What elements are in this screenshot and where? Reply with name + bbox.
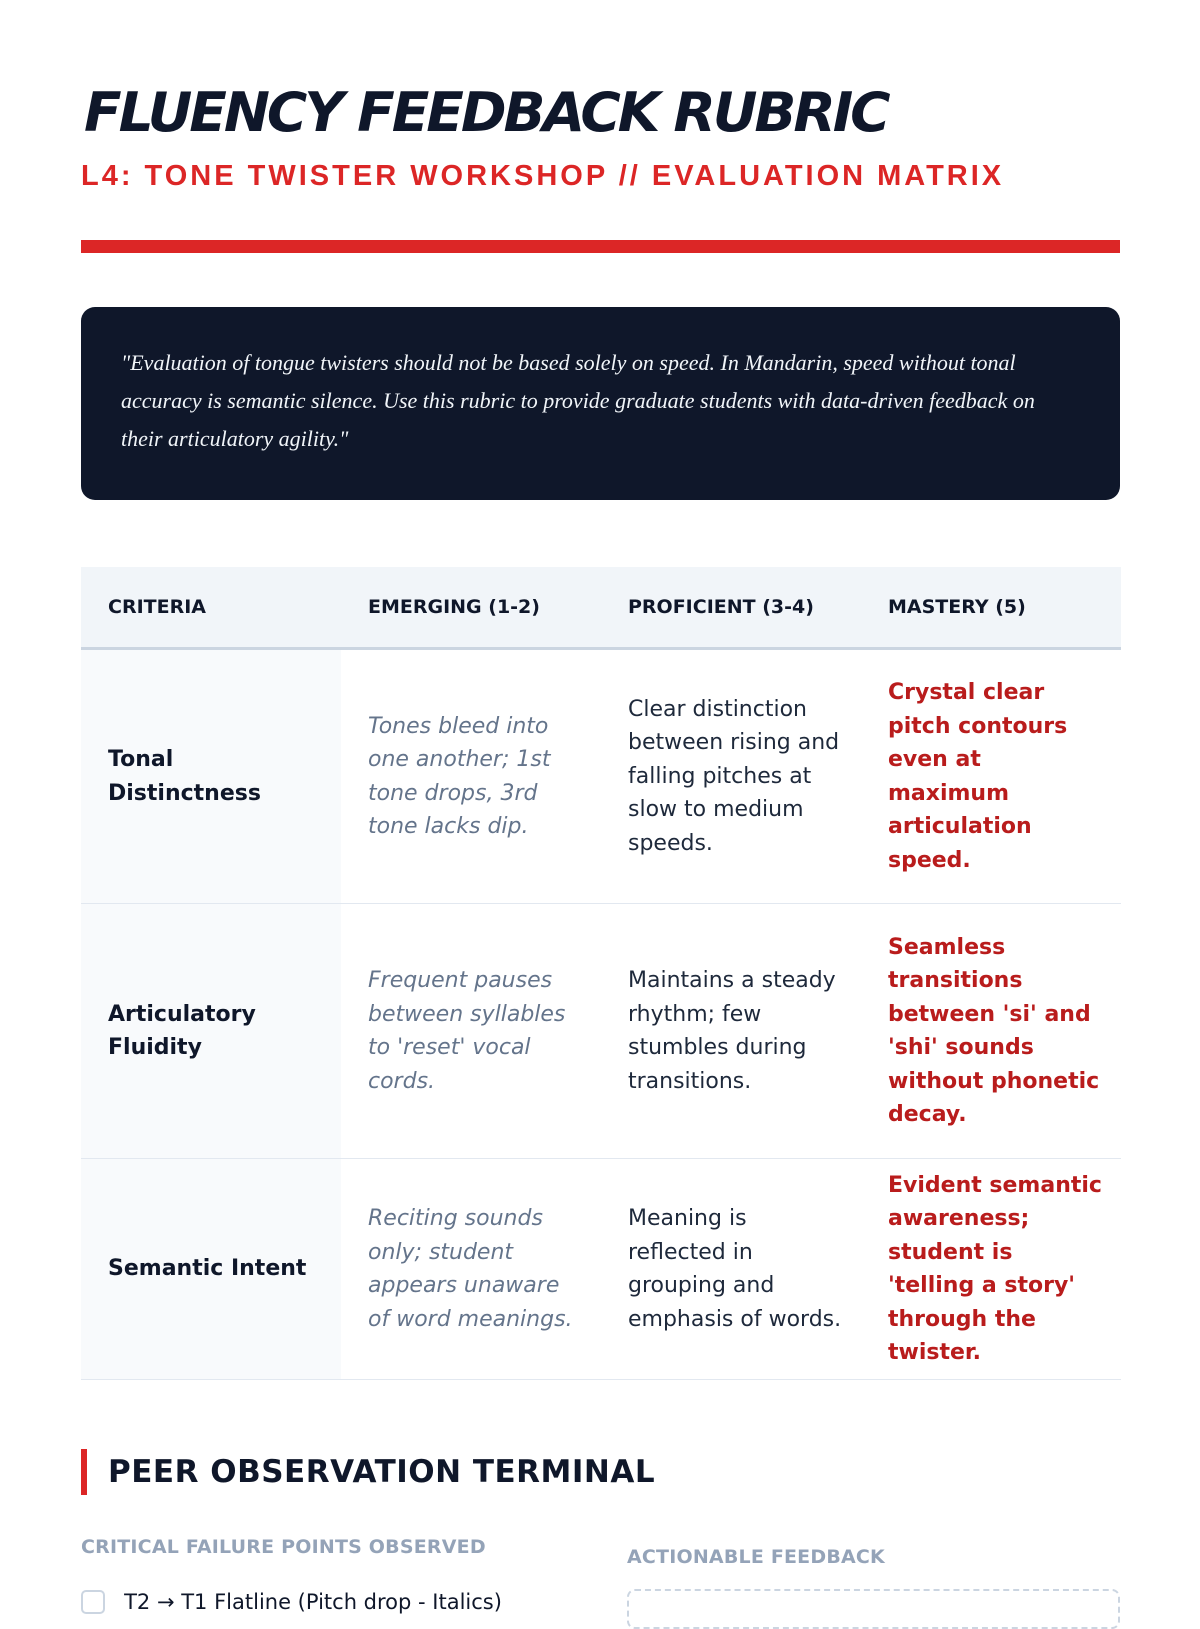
header-criteria: CRITERIA xyxy=(81,567,341,649)
page-title: FLUENCY FEEDBACK RUBRIC xyxy=(84,81,888,144)
table-row xyxy=(81,649,1121,904)
feedback-label: ACTIONABLE FEEDBACK xyxy=(627,1546,885,1568)
mastery-cell: Evident semantic awareness; student is 'telling a story' through the twister. xyxy=(861,1159,1121,1380)
mastery-cell: Crystal clear pitch contours even at maximum articulation speed. xyxy=(861,649,1121,904)
guidance-quote: "Evaluation of tongue twisters should not be based solely on speed. In Mandarin, speed without tonal accuracy is semantic silence. Use this rubric to provide graduate students with data-driven feedback on their articulatory agility." xyxy=(121,350,1035,451)
proficient-cell: Clear distinction between rising and falling pitches at slow to medium speeds. xyxy=(601,649,861,904)
emerging-cell: Tones bleed into one another; 1st tone drops, 3rd tone lacks dip. xyxy=(341,649,601,904)
emerging-cell: Reciting sounds only; student appears unaware of word meanings. xyxy=(341,1159,601,1380)
criteria-cell: Semantic Intent xyxy=(81,1159,341,1380)
guidance-quote-box xyxy=(81,307,1120,500)
header-proficient: PROFICIENT (3-4) xyxy=(601,567,861,649)
failure-checkbox-label: T2 → T1 Flatline (Pitch drop - Italics) xyxy=(124,1590,502,1614)
rubric-header-row xyxy=(81,567,1121,649)
header-divider xyxy=(81,240,1120,253)
proficient-cell: Maintains a steady rhythm; few stumbles during transitions. xyxy=(601,904,861,1159)
proficient-cell: Meaning is reflected in grouping and emphasis of words. xyxy=(601,1159,861,1380)
emerging-cell: Frequent pauses between syllables to 'reset' vocal cords. xyxy=(341,904,601,1159)
table-row xyxy=(81,904,1121,1159)
criteria-cell: Tonal Distinctness xyxy=(81,649,341,904)
page-subtitle: L4: TONE TWISTER WORKSHOP // EVALUATION MATRIX xyxy=(81,160,1005,192)
feedback-textarea[interactable] xyxy=(627,1589,1120,1629)
header-mastery: MASTERY (5) xyxy=(861,567,1121,649)
section-title: PEER OBSERVATION TERMINAL xyxy=(108,1454,656,1490)
failure-checkbox[interactable] xyxy=(81,1590,105,1614)
failure-checkbox-row[interactable] xyxy=(81,1590,502,1614)
section-accent-bar xyxy=(81,1449,87,1495)
header-emerging: EMERGING (1-2) xyxy=(341,567,601,649)
failure-points-label: CRITICAL FAILURE POINTS OBSERVED xyxy=(81,1536,486,1558)
table-row xyxy=(81,1159,1121,1380)
mastery-cell: Seamless transitions between 'si' and 'shi' sounds without phonetic decay. xyxy=(861,904,1121,1159)
rubric-table xyxy=(81,567,1121,1380)
criteria-cell: Articulatory Fluidity xyxy=(81,904,341,1159)
